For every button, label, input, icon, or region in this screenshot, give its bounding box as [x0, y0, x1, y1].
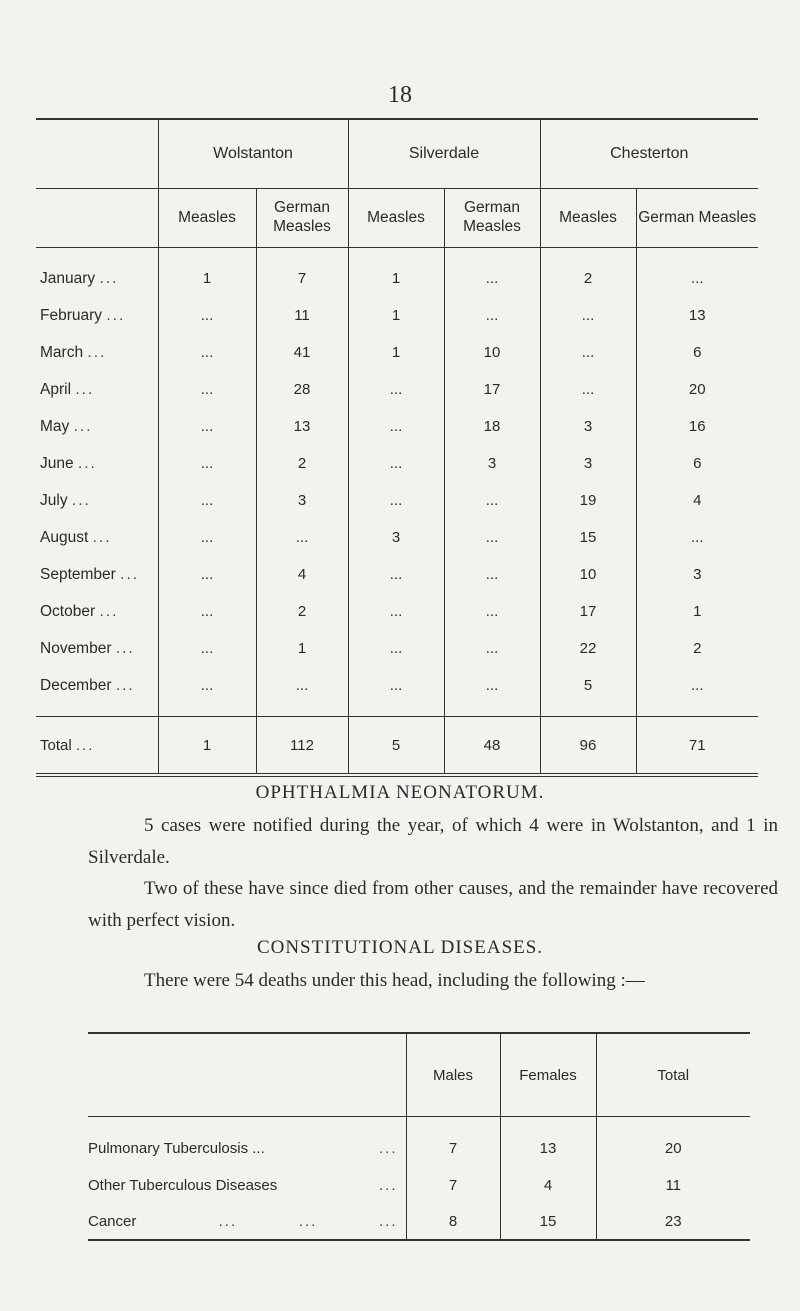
table-cell: 3	[540, 445, 636, 482]
total-cell: 96	[540, 717, 636, 776]
table-row	[36, 667, 758, 704]
leader-dots: ...	[120, 565, 140, 583]
table-cell: ...	[540, 297, 636, 334]
table-cell: ...	[158, 371, 256, 408]
table-cell: 11	[596, 1167, 750, 1203]
table-cell: ...	[158, 297, 256, 334]
month-label: July	[40, 491, 68, 509]
ophthalmia-paragraph-2: Two of these have since died from other causes, and the remainder have recovered with perfect vision.	[88, 878, 778, 931]
disease-header: Measles	[540, 189, 636, 248]
table-cell: 23	[596, 1203, 750, 1240]
table-cell: 3	[636, 556, 758, 593]
table-cell: 4	[256, 556, 348, 593]
leader-dots: ...	[99, 602, 119, 620]
table-cell: 11	[256, 297, 348, 334]
table-cell: ...	[348, 630, 444, 667]
table-cell: 13	[636, 297, 758, 334]
leader-dots: ...	[87, 343, 107, 361]
table-cell: ...	[158, 408, 256, 445]
row-label: Other Tuberculous Diseases	[88, 1176, 278, 1194]
ophthalmia-paragraph-1: 5 cases were notified during the year, of which 4 were in Wolstanton, and 1 in Silverdale.	[88, 815, 778, 868]
table-cell: ...	[158, 556, 256, 593]
month-label: September	[40, 565, 116, 583]
month-label: October	[40, 602, 96, 620]
district-header: Wolstanton	[158, 120, 348, 189]
leader-dots: ...	[71, 491, 91, 509]
row-label: Cancer	[88, 1212, 137, 1230]
table-cell: ...	[444, 593, 540, 630]
month-label: April	[40, 380, 72, 398]
disease-header: German Measles	[636, 189, 758, 248]
total-cell: 112	[256, 717, 348, 776]
month-label: August	[40, 528, 89, 546]
month-label: December	[40, 676, 112, 694]
table-cell: 13	[500, 1117, 596, 1168]
table-cell: 15	[500, 1203, 596, 1240]
table-cell: 41	[256, 334, 348, 371]
column-header: Females	[500, 1033, 596, 1117]
table-cell: ...	[256, 667, 348, 704]
table-cell: 2	[256, 445, 348, 482]
table-cell: 7	[406, 1117, 500, 1168]
month-label: February	[40, 306, 103, 324]
table-cell: ...	[636, 519, 758, 556]
table-cell: 3	[444, 445, 540, 482]
page-number: 18	[388, 82, 412, 108]
measles-table	[36, 118, 758, 777]
table-cell: 4	[636, 482, 758, 519]
disease-header: German Measles	[256, 189, 348, 248]
table-cell: 3	[540, 408, 636, 445]
table-cell: 6	[636, 445, 758, 482]
district-header: Chesterton	[540, 120, 758, 189]
table-cell: 3	[348, 519, 444, 556]
constitutional-paragraph: There were 54 deaths under this head, including the following :—	[144, 970, 645, 991]
leader-dots: ...	[99, 269, 119, 287]
table-cell: ...	[444, 297, 540, 334]
table-cell: 20	[596, 1117, 750, 1168]
table-cell: ...	[444, 519, 540, 556]
table-cell: ...	[540, 334, 636, 371]
table-cell: 6	[636, 334, 758, 371]
table-cell: ...	[636, 667, 758, 704]
table-cell: ...	[540, 371, 636, 408]
table-cell: 15	[540, 519, 636, 556]
table-row	[36, 519, 758, 556]
constitutional-header-row	[88, 1033, 750, 1117]
table-cell: 8	[406, 1203, 500, 1240]
disease-header: Measles	[158, 189, 256, 248]
table-cell: 1	[348, 334, 444, 371]
table-cell: ...	[348, 667, 444, 704]
month-label: March	[40, 343, 84, 361]
leader-dots: ... ... ...	[218, 1212, 398, 1230]
row-label: Pulmonary Tuberculosis ...	[88, 1139, 265, 1157]
table-row	[36, 408, 758, 445]
month-label: January	[40, 269, 96, 287]
table-cell: 2	[256, 593, 348, 630]
table-cell: 10	[444, 334, 540, 371]
table-cell: 1	[348, 297, 444, 334]
total-cell: 48	[444, 717, 540, 776]
table-cell: 7	[406, 1167, 500, 1203]
total-label: Total	[40, 736, 72, 754]
leader-dots: ...	[73, 417, 93, 435]
total-cell: 71	[636, 717, 758, 776]
table-row	[88, 1203, 750, 1240]
table-cell: 1	[348, 260, 444, 297]
table-row	[36, 297, 758, 334]
table-cell: 7	[256, 260, 348, 297]
district-header-row	[36, 120, 758, 189]
leader-dots: ...	[92, 528, 112, 546]
table-cell: 28	[256, 371, 348, 408]
table-cell: ...	[636, 260, 758, 297]
table-cell: ...	[158, 593, 256, 630]
table-row	[36, 630, 758, 667]
constitutional-heading: CONSTITUTIONAL DISEASES.	[256, 937, 544, 958]
table-cell: 1	[636, 593, 758, 630]
table-cell: 4	[500, 1167, 596, 1203]
leader-dots: ...	[115, 639, 135, 657]
leader-dots: ...	[77, 454, 97, 472]
table-cell: 3	[256, 482, 348, 519]
table-row	[36, 482, 758, 519]
table-cell: 13	[256, 408, 348, 445]
table-cell: 18	[444, 408, 540, 445]
table-cell: 22	[540, 630, 636, 667]
month-label: November	[40, 639, 112, 657]
table-row	[36, 556, 758, 593]
total-cell: 1	[158, 717, 256, 776]
table-cell: 1	[158, 260, 256, 297]
constitutional-table	[88, 1032, 750, 1241]
leader-dots: ...	[378, 1139, 398, 1157]
table-cell: 5	[540, 667, 636, 704]
table-cell: ...	[158, 519, 256, 556]
table-cell: 17	[540, 593, 636, 630]
table-row	[36, 260, 758, 297]
table-cell: ...	[158, 334, 256, 371]
table-cell: ...	[444, 260, 540, 297]
leader-dots: ...	[378, 1176, 398, 1194]
table-cell: 16	[636, 408, 758, 445]
disease-header: German Measles	[444, 189, 540, 248]
table-cell: ...	[348, 445, 444, 482]
table-cell: 10	[540, 556, 636, 593]
table-row	[88, 1117, 750, 1168]
table-cell: ...	[348, 482, 444, 519]
table-cell: ...	[444, 482, 540, 519]
table-cell: ...	[444, 630, 540, 667]
month-label: June	[40, 454, 74, 472]
table-row	[88, 1167, 750, 1203]
leader-dots: ...	[75, 380, 95, 398]
table-row	[36, 371, 758, 408]
table-cell: ...	[158, 482, 256, 519]
total-row	[36, 717, 758, 776]
leader-dots: ...	[75, 736, 95, 754]
table-cell: ...	[158, 667, 256, 704]
disease-header: Measles	[348, 189, 444, 248]
table-cell: ...	[256, 519, 348, 556]
table-row	[36, 593, 758, 630]
table-row	[36, 445, 758, 482]
table-cell: 19	[540, 482, 636, 519]
table-cell: 17	[444, 371, 540, 408]
column-header: Males	[406, 1033, 500, 1117]
table-cell: 1	[256, 630, 348, 667]
month-label: May	[40, 417, 70, 435]
ophthalmia-heading: OPHTHALMIA NEONATORUM.	[255, 782, 545, 803]
table-cell: ...	[348, 593, 444, 630]
table-cell: ...	[348, 556, 444, 593]
leader-dots: ...	[115, 676, 135, 694]
table-cell: ...	[158, 445, 256, 482]
table-cell: ...	[348, 371, 444, 408]
column-header: Total	[596, 1033, 750, 1117]
disease-header-row	[36, 189, 758, 248]
table-cell: ...	[444, 556, 540, 593]
table-cell: 20	[636, 371, 758, 408]
table-cell: ...	[348, 408, 444, 445]
table-row	[36, 334, 758, 371]
table-cell: 2	[636, 630, 758, 667]
total-cell: 5	[348, 717, 444, 776]
leader-dots: ...	[106, 306, 126, 324]
table-cell: 2	[540, 260, 636, 297]
table-cell: ...	[158, 630, 256, 667]
table-cell: ...	[444, 667, 540, 704]
district-header: Silverdale	[348, 120, 540, 189]
